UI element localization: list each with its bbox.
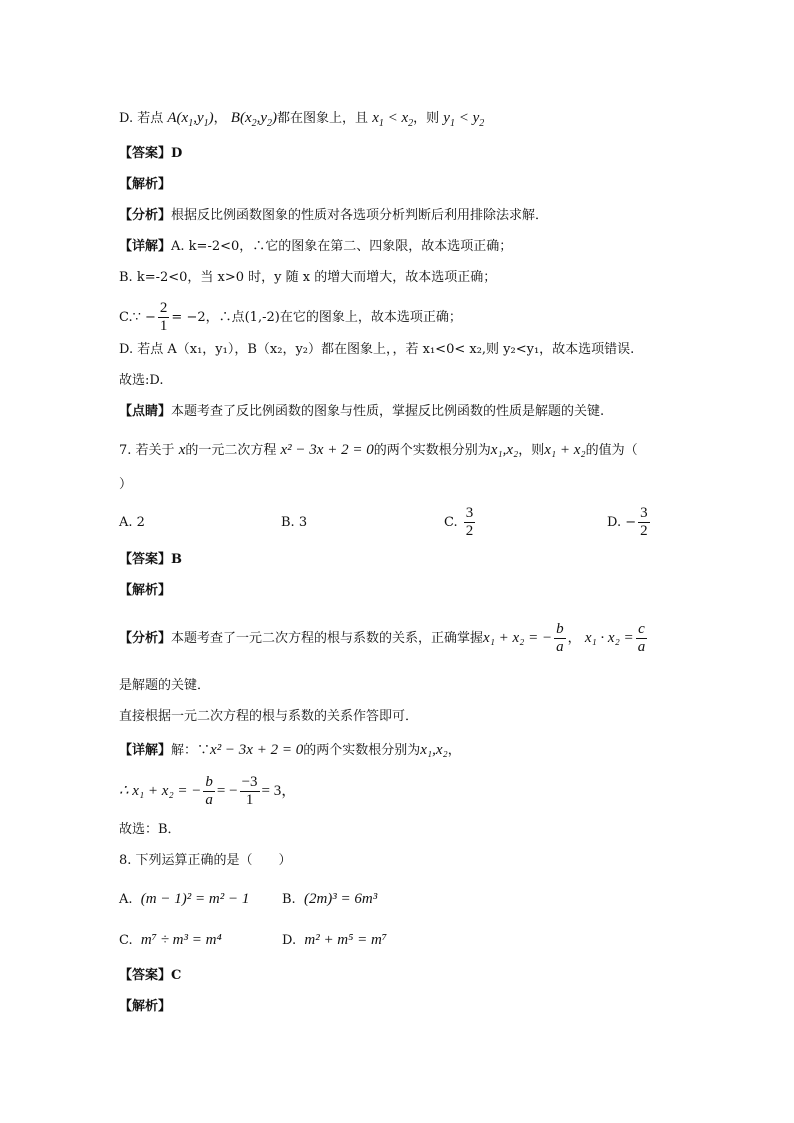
q7-answer: 【答案】B: [119, 552, 182, 567]
q7-stem-close: ）: [119, 477, 133, 492]
q8-stem: 8. 下列运算正确的是（ ）: [119, 853, 292, 868]
q6-answer: 【答案】D: [119, 146, 183, 161]
q7-option-d: D. − $\frac{3}{2}$: [607, 505, 648, 539]
q6-option-d: D. 若点 $A(x_1,y_1)$， $B(x_2,y_2)$都在图象上，且 $x_1 < x_2$，则 $y_1 < y_2$: [119, 110, 485, 129]
condition-x-math: $x_1 < x_2$: [372, 110, 414, 129]
q6-analysis-header: 【解析】: [119, 177, 172, 192]
q6-detail-c: C.∵ − $\frac{2}{1}$ = −2，∴点(1,-2)在它的图象上，故本选项正确；: [119, 300, 462, 334]
q6-detail-d: D. 若点 A（x₁，y₁），B（x₂，y₂）都在图象上，，若 x₁<0< x₂,则 y₂<y₁，故本选项错误.: [119, 342, 635, 357]
q7-choose: 故选：B．: [119, 822, 181, 837]
point-a-math: $A(x_1,y_1)$: [167, 110, 214, 129]
q8-option-b: B. (2m)³ = 6m³: [282, 891, 378, 907]
condition-y-math: $y_1 < y_2$: [443, 110, 485, 129]
q7-detail: 【详解】解：∵x² − 3x + 2 = 0的两个实数根分别为x₁,x₂，: [119, 742, 461, 758]
q7-calculation: ∴ x₁ + x₂ = − $\frac{b}{a}$ = − $\frac{-3}{1}$ = 3，: [119, 774, 297, 808]
fraction-2-over-1: $\frac{2}{1}$: [159, 300, 168, 334]
q7-option-c: C. $\frac{3}{2}$: [444, 505, 474, 539]
q7-fenxi: 【分析】本题考查了一元二次方程的根与系数的关系，正确掌握x₁ + x₂ = − $\frac{b}{a}$ ， x₁ · x₂ = $\frac{c}{a}$: [119, 621, 646, 655]
q8-option-a: A. (m − 1)² = m² − 1: [119, 891, 250, 907]
q8-analysis-header: 【解析】: [119, 999, 172, 1014]
q6-choose: 故选:D.: [119, 373, 164, 388]
q8-answer: 【答案】C: [119, 968, 182, 983]
q7-analysis-header: 【解析】: [119, 583, 172, 598]
point-b-math: $B(x_2,y_2)$: [230, 110, 278, 129]
q8-option-d: D. m² + m⁵ = m⁷: [282, 932, 388, 948]
q6-detail-a: 【详解】A. k=-2<0，∴它的图象在第二、四象限，故本选项正确；: [119, 239, 513, 254]
q7-direct: 直接根据一元二次方程的根与系数的关系作答即可．: [119, 709, 419, 724]
q7-fenxi-tail: 是解题的关键．: [119, 678, 211, 693]
q7-stem: 7. 若关于 x的一元二次方程 x² − 3x + 2 = 0的两个实数根分别为x₁,x₂，则x₁ + x₂的值为（: [119, 442, 638, 458]
q8-option-c: C. m⁷ ÷ m³ = m⁴: [119, 932, 222, 948]
q6-dianjing: 【点睛】本题考查了反比例函数的图象与性质，掌握反比例函数的性质是解题的关键.: [119, 404, 605, 419]
q7-option-a: A. 2: [119, 515, 145, 530]
q7-option-b: B. 3: [281, 515, 308, 530]
q6-detail-b: B. k=-2<0，当 x>0 时，y 随 x 的增大而增大，故本选项正确；: [119, 270, 497, 285]
q6-fenxi: 【分析】根据反比例函数图象的性质对各选项分析判断后利用排除法求解．: [119, 208, 549, 223]
